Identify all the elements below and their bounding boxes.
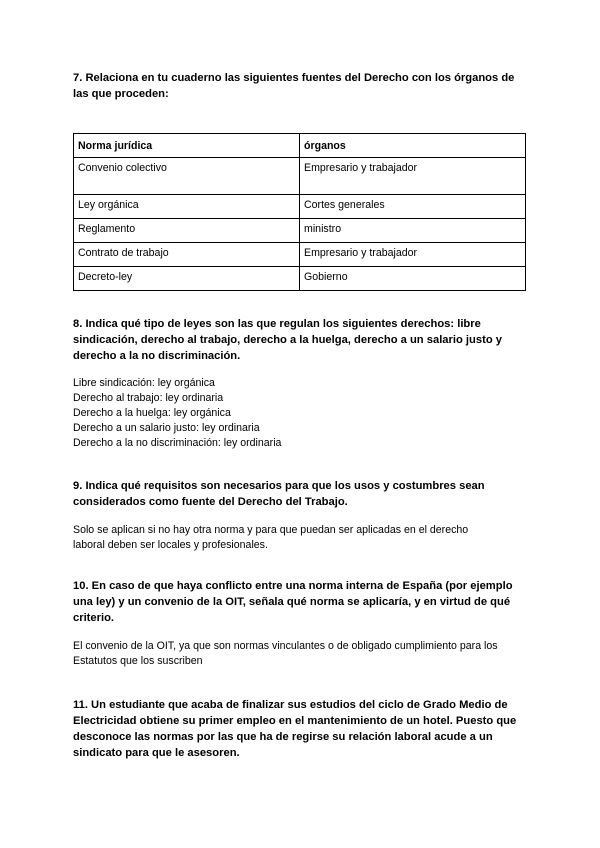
answer-10 [73,639,523,669]
table-cell: ministro [300,219,526,243]
answer-line: Derecho a la no discriminación: ley ordinaria [73,437,282,449]
table-cell: Reglamento [74,219,300,243]
table-cell: Ley orgánica [74,195,300,219]
question-9: 9. Indica qué requisitos son necesarios para que los usos y costumbres sean considerados como fuente del Derecho del Trabajo. [73,480,485,508]
table-row [74,243,526,267]
table-row [74,219,526,243]
table-cell: Decreto-ley [74,267,300,291]
answer-line: Derecho a la huelga: ley orgánica [73,407,231,419]
answer-8 [73,376,533,451]
table-cell: Cortes generales [300,195,526,219]
table-cell: Contrato de trabajo [74,243,300,267]
table-row [74,267,526,291]
table-header-organos: órganos [300,134,526,158]
question-10: 10. En caso de que haya conflicto entre una norma interna de España (por ejemplo una ley) y un convenio de la OIT, señala qué norma se aplicaría, y en virtud de qué criterio. [73,580,513,624]
question-11: 11. Un estudiante que acaba de finalizar sus estudios del ciclo de Grado Medio de Electricidad obtiene su primer empleo en el mantenimiento de un hotel. Puesto que desconoce las normas por las que ha de regirse su relación laboral acude a un sindicato para que le asesoren. [73,699,517,759]
answer-line: Libre sindicación: ley orgánica [73,377,215,389]
table-header-norma: Norma jurídica [74,134,300,158]
table-row [74,195,526,219]
answer-9 [73,523,473,553]
answer-text: El convenio de la OIT, ya que son normas vinculantes o de obligado cumplimiento para los Estatutos que los suscriben [73,640,498,667]
table-cell: Gobierno [300,267,526,291]
table-header-row [74,134,526,158]
question-7: 7. Relaciona en tu cuaderno las siguientes fuentes del Derecho con los órganos de las que proceden: [73,72,515,100]
table-row [74,158,526,195]
answer-line: Derecho a un salario justo: ley ordinaria [73,422,260,434]
sources-table [73,133,526,291]
table-cell: Empresario y trabajador [300,243,526,267]
table-cell: Empresario y trabajador [300,158,526,195]
answer-line: Derecho al trabajo: ley ordinaria [73,392,224,404]
table-cell: Convenio colectivo [74,158,300,195]
answer-text: Solo se aplican si no hay otra norma y para que puedan ser aplicadas en el derecho laboral deben ser locales y profesionales. [73,524,469,551]
question-8: 8. Indica qué tipo de leyes son las que regulan los siguientes derechos: libre sindicación, derecho al trabajo, derecho a la huelga, derecho a un salario justo y derecho a la no discriminación. [73,318,502,362]
